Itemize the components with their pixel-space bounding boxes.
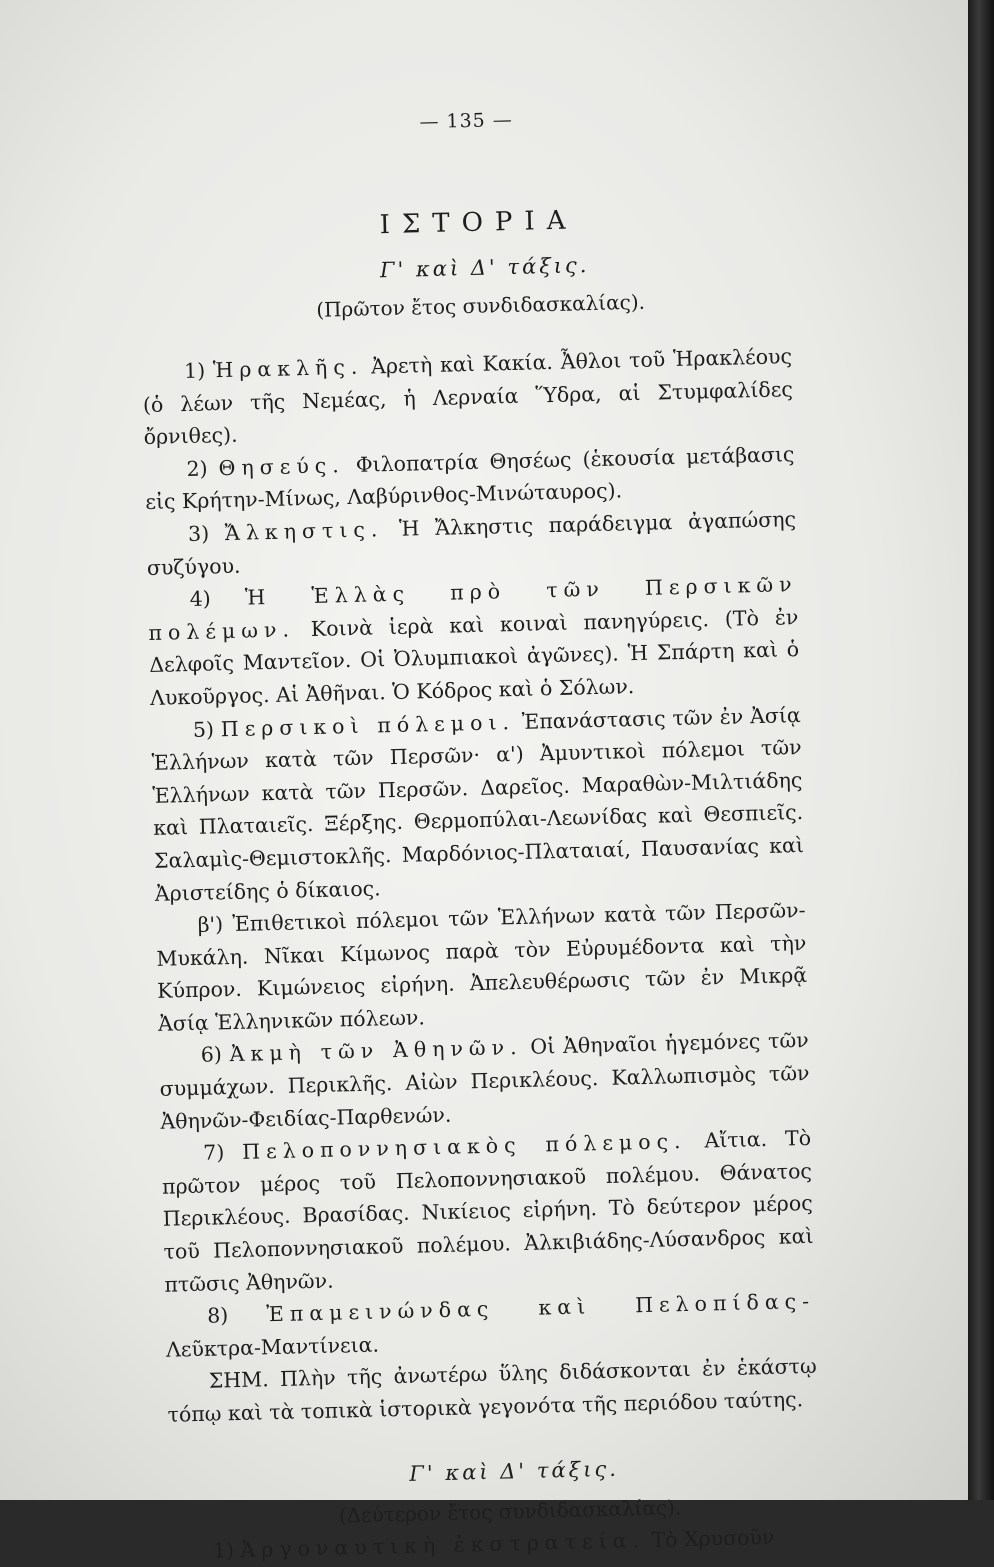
syllabus-item-second: 1) Ἀργοναυτικὴ ἐκστρατεία. Τὸ Χρυσοῦν <box>212 1524 775 1563</box>
syllabus-item: 1) Ἡρακλῆς. Ἀρετὴ καὶ Κακία. Ἆθλοι τοῦ Ἡρακλέους (ὁ λέων τῆς Νεμέας, ἡ Λερναία Ὕδρα, αἱ Στυμφαλίδες ὄρνιθες). <box>142 344 794 450</box>
item-heading: Ἐπαμεινώνδας καὶ Πελοπίδας- <box>266 1289 816 1327</box>
syllabus-item: 7) Πελοποννησιακὸς πόλεμος. Αἴτια. Τὸ πρῶτον μέρος τοῦ Πελοποννησιακοῦ πολέμου. Θάνατος Περικλέους. Βρασίδας. Νικίειος εἰρήνη. Τὸ δεύτερον μέρος τοῦ Πελοποννησιακοῦ πολέμου. Ἀλκιβιάδης-Λύσανδρος καὶ πτῶσις Ἀθηνῶν. <box>161 1126 814 1297</box>
item-heading: Θησεύς. <box>218 452 346 480</box>
year-note-second: (Δεύτερον ἔτος συνδιδασκαλίας). <box>338 1494 682 1528</box>
syllabus-item: 5) Περσικοὶ πόλεμοι. Ἐπανάστασις τῶν ἐν Ἀσίᾳ Ἑλλήνων κατὰ τῶν Περσῶν· α') Ἀμυντικοὶ πόλεμοι τῶν Ἑλλήνων κατὰ τῶν Περσῶν. Δαρεῖος. Μαραθὼν-Μιλτιάδης καὶ Πλαταιεῖς. Ξέρξης. Θερμοπύλαι-Λεωνίδας καὶ Θεσπιεῖς. Σαλαμὶς-Θεμιστοκλῆς. Μαρδόνιος-Πλαταιαί, Παυσανίας καὶ Ἀριστείδης ὁ δίκαιος. <box>151 702 805 906</box>
item-text: Φιλοπατρία Θησέως (ἑκουσία μετάβασις εἰς Κρήτην-Μίνως, Λαβύρινθος-Μινώταυρος). <box>145 441 795 515</box>
item-heading: Ἀκμὴ τῶν Ἀθηνῶν. <box>229 1035 523 1067</box>
item-text: Αἴτια. Τὸ πρῶτον μέρος τοῦ Πελοποννησιακοῦ πολέμου. Θάνατος Περικλέους. Βρασίδας. Νικίειος εἰρήνη. Τὸ δεύτερον μέρος τοῦ Πελοποννησιακοῦ πολέμου. Ἀλκιβιάδης-Λύσανδρος καὶ πτῶσις Ἀθηνῶν. <box>161 1126 814 1297</box>
syllabus-item: 6) Ἀκμὴ τῶν Ἀθηνῶν. Οἱ Ἀθηναῖοι ἡγεμόνες τῶν συμμάχων. Περικλῆς. Αἰὼν Περικλέους. Καλλωπισμὸς τῶν Ἀθηνῶν-Φειδίας-Παρθενών. <box>159 1028 810 1134</box>
note-paragraph: ΣΗΜ. Πλὴν τῆς ἀνωτέρω ὕλης διδάσκονται ἐν ἑκάστῳ τόπῳ καὶ τὰ τοπικὰ ἱστορικὰ γεγονότα τῆς περιόδου ταύτης. <box>167 1354 817 1427</box>
item-heading: Ἡ Ἑλλὰς πρὸ τῶν Περσικῶν πολέμων. <box>148 572 798 645</box>
item-heading: Πελοποννησιακὸς πόλεμος. <box>241 1129 687 1165</box>
class-subtitle: Γ' καὶ Δ' τάξις. <box>379 253 590 283</box>
syllabus-item: 3) Ἄλκηστις. Ἡ Ἄλκηστις παράδειγμα ἀγαπώσης συζύγου. <box>146 507 797 580</box>
syllabus-item: 4) Ἡ Ἑλλὰς πρὸ τῶν Περσικῶν πολέμων. Κοινὰ ἱερὰ καὶ κοιναὶ πανηγύρεις. (Τὸ ἐν Δελφοῖς Μαντεῖον. Οἱ Ὀλυμπιακοὶ ἀγῶνες). Ἡ Σπάρτη καὶ ὁ Λυκοῦργος. Αἱ Ἀθῆναι. Ὁ Κόδρος καὶ ὁ Σόλων. <box>148 572 800 710</box>
syllabus-item: 2) Θησεύς. Φιλοπατρία Θησέως (ἑκουσία μετάβασις εἰς Κρήτην-Μίνως, Λαβύρινθος-Μινώταυρος). <box>145 441 795 515</box>
item-heading: Ἀργοναυτικὴ ἐκστρατεία. <box>240 1527 646 1562</box>
item-heading: Περσικοὶ πόλεμοι. <box>220 709 516 741</box>
section-title: ΙΣΤΟΡΙΑ <box>379 205 578 241</box>
page-number: — 135 — <box>419 108 514 134</box>
item-heading: Ἄλκηστις. <box>224 517 384 546</box>
syllabus-body <box>142 340 818 1431</box>
item-text: Ἀρετὴ καὶ Κακία. Ἆθλοι τοῦ Ἡρακλέους (ὁ λέων τῆς Νεμέας, ἡ Λερναία Ὕδρα, αἱ Στυμφαλίδες ὄρνιθες). <box>142 344 794 450</box>
year-note: (Πρῶτον ἔτος συνδιδασκαλίας). <box>315 289 646 322</box>
syllabus-item: 8) Ἐπαμεινώνδας καὶ Πελοπίδας-Λεῦκτρα-Μαντίνεια. <box>165 1289 816 1362</box>
item-text: β') Ἐπιθετικοὶ πόλεμοι τῶν Ἑλλήνων κατὰ τῶν Περσῶν-Μυκάλη. Νῖκαι Κίμωνος παρὰ τὸν Εὐρυμέδοντα καὶ τὴν Κύπρον. Κιμώνειος εἰρήνη. Ἀπελευθέρωσις τῶν ἐν Μικρᾷ Ἀσίᾳ Ἑλληνικῶν πόλεων. <box>156 898 808 1036</box>
page-edge-shadow <box>968 0 994 1500</box>
item-text: Οἱ Ἀθηναῖοι ἡγεμόνες τῶν συμμάχων. Περικλῆς. Αἰὼν Περικλέους. Καλλωπισμὸς τῶν Ἀθηνῶν-Φειδίας-Παρθενών. <box>159 1028 810 1134</box>
item-text: Ἡ Ἄλκηστις παράδειγμα ἀγαπώσης συζύγου. <box>146 507 797 580</box>
syllabus-subitem <box>155 894 808 1040</box>
page-content <box>136 102 821 1567</box>
item-text: Λεῦκτρα-Μαντίνεια. <box>165 1332 380 1362</box>
item-text: Ἐπανάστασις τῶν ἐν Ἀσίᾳ Ἑλλήνων κατὰ τῶν Περσῶν· α') Ἀμυντικοὶ πόλεμοι τῶν Ἑλλήνων κατὰ τῶν Περσῶν. Δαρεῖος. Μαραθὼν-Μιλτιάδης καὶ Πλαταιεῖς. Ξέρξης. Θερμοπύλαι-Λεωνίδας καὶ Θεσπιεῖς. Σαλαμὶς-Θεμιστοκλῆς. Μαρδόνιος-Πλαταιαί, Παυσανίας καὶ Ἀριστείδης ὁ δίκαιος. <box>151 702 805 906</box>
item-heading: Ἡρακλῆς. <box>212 354 364 383</box>
item-text: Κοινὰ ἱερὰ καὶ κοιναὶ πανηγύρεις. (Τὸ ἐν Δελφοῖς Μαντεῖον. Οἱ Ὀλυμπιακοὶ ἀγῶνες). Ἡ Σπάρτη καὶ ὁ Λυκοῦργος. Αἱ Ἀθῆναι. Ὁ Κόδρος καὶ ὁ Σόλων. <box>149 604 800 710</box>
class-subtitle-second: Γ' καὶ Δ' τάξις. <box>409 1456 620 1486</box>
item-text: Τὸ Χρυσοῦν <box>644 1524 775 1552</box>
